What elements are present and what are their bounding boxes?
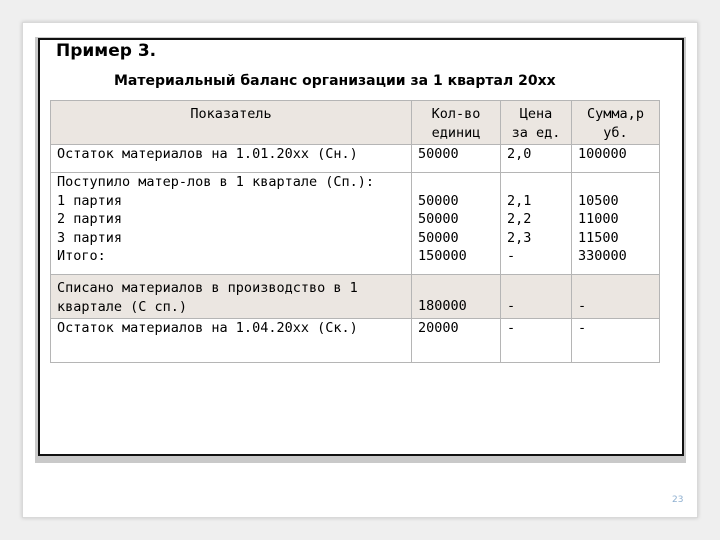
cell-quantity: 20000	[412, 319, 501, 363]
cell-label: Списано материалов в производство в 1 квартале (С сп.)	[51, 275, 412, 319]
cell-sum: -	[572, 319, 660, 363]
table-header-row	[51, 101, 660, 145]
example-title: Пример 3.	[56, 41, 157, 61]
table-row-opening	[51, 145, 660, 173]
cell-label: Остаток материалов на 1.01.20хх (Сн.)	[51, 145, 412, 173]
cell-label: Остаток материалов на 1.04.20хх (Ск.)	[51, 319, 412, 363]
table-row-written-off	[51, 275, 660, 319]
cell-quantity: 50000	[412, 145, 501, 173]
document-title: Материальный баланс организации за 1 квартал 20хх	[114, 73, 556, 89]
header-price: Цена за ед.	[501, 101, 572, 145]
cell-sum: -	[572, 275, 660, 319]
cell-quantity: 50000 50000 50000 150000	[412, 173, 501, 275]
header-sum: Сумма,р уб.	[572, 101, 660, 145]
table-row-closing	[51, 319, 660, 363]
cell-price: 2,0	[501, 145, 572, 173]
header-indicator: Показатель	[51, 101, 412, 145]
header-quantity: Кол-во единиц	[412, 101, 501, 145]
table-row-received	[51, 173, 660, 275]
cell-price: 2,1 2,2 2,3 -	[501, 173, 572, 275]
cell-sum: 100000	[572, 145, 660, 173]
cell-label: Поступило матер-лов в 1 квартале (Сп.): 1 партия 2 партия 3 партия Итого:	[51, 173, 412, 275]
cell-price: -	[501, 275, 572, 319]
cell-price: -	[501, 319, 572, 363]
cell-quantity: 180000	[412, 275, 501, 319]
cell-sum: 10500 11000 11500 330000	[572, 173, 660, 275]
material-balance-table	[50, 100, 660, 363]
page-number: 23	[672, 495, 684, 505]
